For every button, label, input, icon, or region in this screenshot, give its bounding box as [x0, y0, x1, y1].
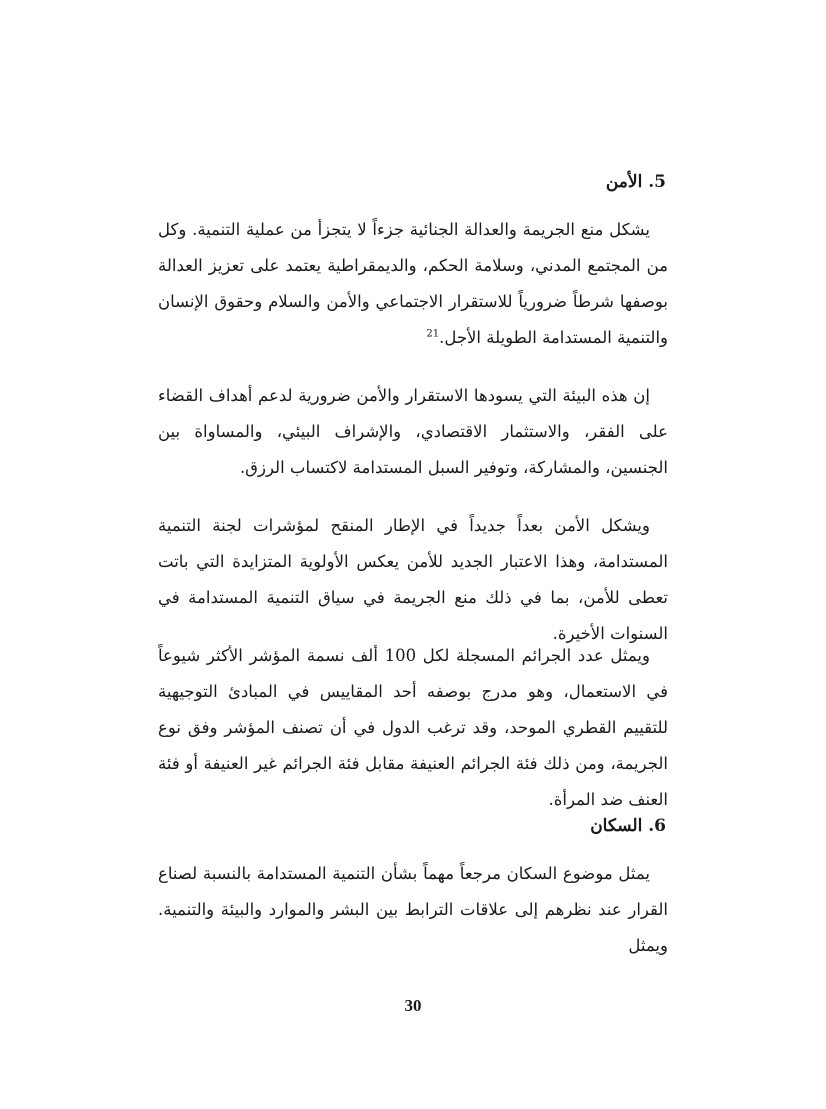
paragraph-security-1: [158, 212, 668, 356]
paragraph-text: يشكل منع الجريمة والعدالة الجنائية جزءاً لا يتجزأ من عملية التنمية. وكل من المجتمع المدني، وسلامة الحكم، والديمقراطية يعتمد على تعزيز العدالة بوصفها شرطاً ضرورياً للاستقرار الاجتماعي والأمن والسلام وحقوق الإنسان والتنمية المستدامة الطويلة الأجل.: [158, 220, 668, 347]
footnote-reference: 21: [426, 328, 440, 340]
paragraph-security-3: ويشكل الأمن بعداً جديداً في الإطار المنقح لمؤشرات لجنة التنمية المستدامة، وهذا الاعتبار الجديد للأمن يعكس الأولوية المتزايدة التي باتت تعطى للأمن، بما في ذلك منع الجريمة في سياق التنمية المستدامة في السنوات الأخيرة.: [158, 516, 668, 643]
section-heading-population: 6. السكان: [590, 816, 666, 836]
page-number: 30: [404, 996, 422, 1015]
paragraph-population-1: يمثل موضوع السكان مرجعاً مهماً بشأن التنمية المستدامة بالنسبة لصناع القرار عند نظرهم إلى علاقات الترابط بين البشر والموارد والبيئة والتنمية. ويمثل: [158, 864, 668, 955]
section-heading-security: 5. الأمن: [605, 172, 666, 192]
paragraph-security-4: ويمثل عدد الجرائم المسجلة لكل 100 ألف نسمة المؤشر الأكثر شيوعاً في الاستعمال، وهو مدرج بوصفه أحد المقاييس في المبادئ التوجيهية للتقييم القطري الموحد، وقد ترغب الدول في أن تصنف المؤشر وفق نوع الجريمة، ومن ذلك فئة الجرائم العنيفة مقابل فئة الجرائم غير العنيفة أو فئة العنف ضد المرأة.: [158, 646, 668, 809]
paragraph-security-2: إن هذه البيئة التي يسودها الاستقرار والأمن ضرورية لدعم أهداف القضاء على الفقر، والاستثمار الاقتصادي، والإشراف البيئي، والمساواة بين الجنسين، والمشاركة، وتوفير السبل المستدامة لاكتساب الرزق.: [158, 386, 668, 477]
